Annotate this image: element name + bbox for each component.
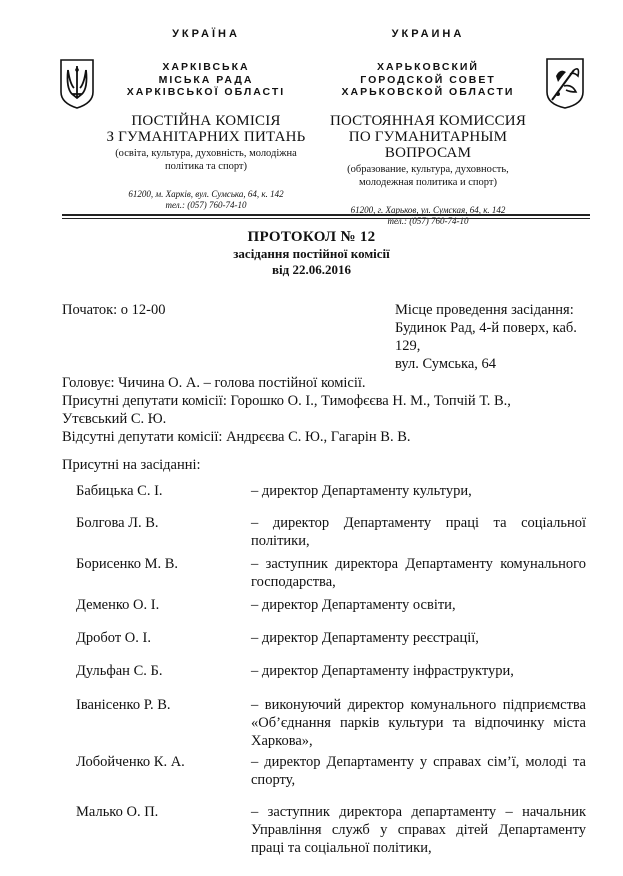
attendee-role: – заступник директора департаменту – начальник Управління служб у справах дітей Департаменту праці та соціальної політики, xyxy=(251,804,586,856)
header-left-council-line: МІСЬКА РАДА xyxy=(158,73,254,86)
absent-members-line: Відсутні депутати комісії: Андрєєва С. Ю., Гагарін В. В. xyxy=(62,429,411,445)
header-right-committee xyxy=(310,113,546,161)
header-left-address: 61200, м. Харків, вул. Сумська, 64, к. 142 xyxy=(128,188,284,199)
attendee-name: Малько О. П. xyxy=(76,804,159,820)
attendee-name: Деменко О. І. xyxy=(76,597,160,613)
header-left-description-line: політика та спорт) xyxy=(164,160,248,172)
meeting-place-line: Місце проведення засідання: xyxy=(395,302,574,318)
protocol-title xyxy=(0,229,623,278)
header-right-phone: тел.: (057) 760-74-10 xyxy=(387,215,469,226)
attendee-role: – директор Департаменту реєстрації, xyxy=(251,630,479,646)
meeting-place xyxy=(395,301,605,373)
header-right-council-line: ХАРЬКОВСКИЙ xyxy=(377,61,479,73)
attendee-role: – директор Департаменту культури, xyxy=(251,483,472,499)
header-left-description xyxy=(88,147,324,173)
header-right-address: 61200, г. Харьков, ул. Сумская, 64, к. 142 xyxy=(350,204,506,215)
header-right-description-line: молодежная политика и спорт) xyxy=(359,176,497,188)
attendee-name: Іванісенко Р. В. xyxy=(76,697,171,713)
attendee-name: Лобойченко К. А. xyxy=(76,754,185,770)
chair-line: Головує: Чичина О. А. – голова постійної комісії. xyxy=(62,375,366,391)
header-right-council-line: ХАРЬКОВСКОЙ ОБЛАСТИ xyxy=(341,86,515,98)
header-right-committee-line: ПО ГУМАНИТАРНЫМ ВОПРОСАМ xyxy=(348,128,508,161)
header-right-committee-line: ПОСТОЯННАЯ КОМИССИЯ xyxy=(329,112,527,129)
attendee-role: – директор Департаменту інфраструктури, xyxy=(251,663,514,679)
header-left xyxy=(88,28,324,211)
header-left-committee-line: З ГУМАНІТАРНИХ ПИТАНЬ xyxy=(106,128,306,145)
attendee-role: – заступник директора Департаменту комунального господарства, xyxy=(251,556,586,590)
invited-heading: Присутні на засіданні: xyxy=(62,457,201,473)
header-left-council-line: ХАРКІВСЬКОЇ ОБЛАСТІ xyxy=(126,86,286,98)
attendee-name: Дульфан С. Б. xyxy=(76,663,163,679)
header-left-country: УКРАЇНА xyxy=(172,28,240,40)
header-right-council-line: ГОРОДСКОЙ СОВЕТ xyxy=(360,73,496,86)
header-left-committee xyxy=(88,113,324,145)
present-members-line-cont: Утєвський С. Ю. xyxy=(62,411,167,427)
attendee-role: – директор Департаменту у справах сім’ї, молоді та спорту, xyxy=(251,754,586,788)
header-left-phone: тел.: (057) 760-74-10 xyxy=(165,199,247,210)
kharkiv-coat-of-arms-icon xyxy=(544,56,586,110)
attendee-name: Бабицька С. І. xyxy=(76,483,163,499)
meeting-place-line: Будинок Рад, 4-й поверх, каб. 129, xyxy=(395,320,577,354)
header-left-council xyxy=(88,61,324,99)
header-right xyxy=(310,28,546,227)
header-divider xyxy=(62,214,590,216)
attendee-role: – виконуючий директор комунального підприємства «Об’єднання парків культури та відпочинку міста Харкова», xyxy=(251,697,586,749)
header-right-description-line: (образование, культура, духовность, xyxy=(347,163,509,175)
header-right-description xyxy=(310,163,546,189)
header-left-contacts xyxy=(88,189,324,211)
header-divider-thin xyxy=(62,218,590,219)
header-left-description-line: (освіта, культура, духовність, молодіжна xyxy=(115,147,297,159)
header-right-council xyxy=(310,61,546,99)
meeting-place-line: вул. Сумська, 64 xyxy=(395,356,497,372)
attendee-name: Дробот О. І. xyxy=(76,630,151,646)
attendee-name: Борисенко М. В. xyxy=(76,556,179,572)
header-left-committee-line: ПОСТІЙНА КОМІСІЯ xyxy=(131,112,281,129)
protocol-subtitle: засідання постійної комісії xyxy=(233,246,390,261)
attendee-name: Болгова Л. В. xyxy=(76,515,159,531)
meeting-start: Початок: о 12-00 xyxy=(62,302,166,318)
protocol-number: ПРОТОКОЛ № 12 xyxy=(247,229,376,245)
present-members-line: Присутні депутати комісії: Горошко О. І., Тимофєєва Н. М., Топчій Т. В., xyxy=(62,393,511,409)
header-left-council-line: ХАРКІВСЬКА xyxy=(162,61,250,73)
protocol-date: від 22.06.2016 xyxy=(272,262,351,277)
header-right-country: УКРАИНА xyxy=(391,28,465,40)
attendee-role: – директор Департаменту освіти, xyxy=(251,597,456,613)
attendee-role: – директор Департаменту праці та соціальної політики, xyxy=(251,515,586,549)
